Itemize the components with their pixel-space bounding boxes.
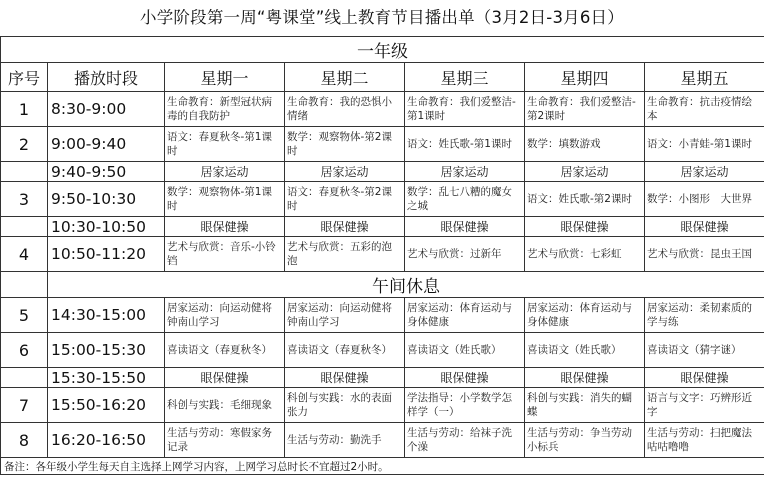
- activity-cell: 居家运动: [405, 162, 525, 182]
- row-index: 6: [1, 333, 48, 368]
- row-index: 7: [1, 388, 48, 423]
- row-index: 5: [1, 298, 48, 333]
- row-time: 10:50-11:20: [48, 237, 165, 272]
- lesson-cell: 科创与实践：消失的蝴蝶: [525, 388, 645, 423]
- lesson-cell: 生活与劳动：给袜子洗个澡: [405, 423, 525, 458]
- lesson-cell: 艺术与欣赏：五彩的泡泡: [285, 237, 405, 272]
- activity-cell: 居家运动: [525, 162, 645, 182]
- header-index: 序号: [1, 63, 48, 92]
- row-time: 14:30-15:00: [48, 298, 165, 333]
- row-time: 9:50-10:30: [48, 182, 165, 217]
- lesson-cell: 数学：填数游戏: [525, 127, 645, 162]
- lesson-cell: 喜读语文（姓氏歌）: [525, 333, 645, 368]
- lesson-cell: 数学：观察物体-第2课时: [285, 127, 405, 162]
- activity-cell: 眼保健操: [525, 368, 645, 388]
- lesson-row: [1, 333, 764, 368]
- grade-label: 一年级: [1, 37, 764, 63]
- row-time: 15:00-15:30: [48, 333, 165, 368]
- lesson-cell: 生命教育：我的恐惧小情绪: [285, 92, 405, 127]
- lesson-cell: 语文：春夏秋冬-第2课时: [285, 182, 405, 217]
- lesson-cell: 语文：春夏秋冬-第1课时: [165, 127, 285, 162]
- page-title: 小学阶段第一周“粤课堂”线上教育节目播出单（3月2日-3月6日）: [140, 8, 624, 27]
- row-time: 9:00-9:40: [48, 127, 165, 162]
- lesson-cell: 居家运动：向运动健将钟南山学习: [165, 298, 285, 333]
- lesson-cell: 生活与劳动：扫把魔法咕咕噜噜: [645, 423, 764, 458]
- row-index: 1: [1, 92, 48, 127]
- header-time: 播放时段: [48, 63, 165, 92]
- header-day-1: 星期一: [165, 63, 285, 92]
- header-day-5: 星期五: [645, 63, 764, 92]
- lesson-cell: 学法指导：小学数学怎样学（一）: [405, 388, 525, 423]
- lesson-cell: 语文：小青蛙-第1课时: [645, 127, 764, 162]
- header-day-4: 星期四: [525, 63, 645, 92]
- lesson-row: [1, 182, 764, 217]
- lesson-row: [1, 237, 764, 272]
- header-row: [1, 63, 764, 92]
- activity-cell: 眼保健操: [285, 368, 405, 388]
- lesson-cell: 生活与劳动：寒假家务记录: [165, 423, 285, 458]
- activity-cell: 眼保健操: [525, 217, 645, 237]
- row-time: 8:30-9:00: [48, 92, 165, 127]
- activity-cell: 居家运动: [645, 162, 764, 182]
- lesson-cell: 居家运动：体育运动与身体健康: [525, 298, 645, 333]
- row-index-empty: [1, 217, 48, 237]
- row-time: 15:50-16:20: [48, 388, 165, 423]
- activity-cell: 眼保健操: [165, 217, 285, 237]
- header-day-2: 星期二: [285, 63, 405, 92]
- activity-cell: 居家运动: [165, 162, 285, 182]
- lesson-cell: 居家运动：体育运动与身体健康: [405, 298, 525, 333]
- row-index: 3: [1, 182, 48, 217]
- activity-row: [1, 217, 764, 237]
- lesson-cell: 科创与实践：水的表面张力: [285, 388, 405, 423]
- activity-row: [1, 162, 764, 182]
- break-row: [1, 272, 764, 298]
- row-time: 9:40-9:50: [48, 162, 165, 182]
- activity-cell: 眼保健操: [165, 368, 285, 388]
- lesson-cell: 喜读语文（春夏秋冬）: [285, 333, 405, 368]
- lesson-cell: 生命教育：新型冠状病毒的自我防护: [165, 92, 285, 127]
- lesson-row: [1, 127, 764, 162]
- lesson-row: [1, 388, 764, 423]
- lesson-cell: 生命教育：我们爱整洁-第2课时: [525, 92, 645, 127]
- lesson-cell: 喜读语文（春夏秋冬）: [165, 333, 285, 368]
- row-index: 2: [1, 127, 48, 162]
- row-time: 16:20-16:50: [48, 423, 165, 458]
- lesson-cell: 艺术与欣赏：昆虫王国: [645, 237, 764, 272]
- activity-cell: 眼保健操: [405, 368, 525, 388]
- lesson-cell: 艺术与欣赏：七彩虹: [525, 237, 645, 272]
- lesson-row: [1, 423, 764, 458]
- lesson-cell: 语文：姓氏歌-第2课时: [525, 182, 645, 217]
- activity-cell: 居家运动: [285, 162, 405, 182]
- row-index: 8: [1, 423, 48, 458]
- lesson-cell: 居家运动：柔韧素质的学与练: [645, 298, 764, 333]
- lesson-cell: 艺术与欣赏：过新年: [405, 237, 525, 272]
- lesson-cell: 语文：姓氏歌-第1课时: [405, 127, 525, 162]
- row-index-empty: [1, 368, 48, 388]
- lesson-cell: 喜读语文（猜字谜）: [645, 333, 764, 368]
- activity-cell: 眼保健操: [405, 217, 525, 237]
- lesson-cell: 数学：小图形 大世界: [645, 182, 764, 217]
- lesson-cell: 语言与文字：巧辨形近字: [645, 388, 764, 423]
- lesson-cell: 数学：乱七八糟的魔女之城: [405, 182, 525, 217]
- lesson-cell: 居家运动：向运动健将钟南山学习: [285, 298, 405, 333]
- activity-cell: 眼保健操: [645, 368, 764, 388]
- activity-cell: 眼保健操: [645, 217, 764, 237]
- lunch-break-label: 午间休息: [48, 272, 764, 298]
- note-row: [1, 458, 764, 475]
- lesson-cell: 生命教育：我们爱整洁-第1课时: [405, 92, 525, 127]
- lesson-cell: 数学：观察物体-第1课时: [165, 182, 285, 217]
- row-time: 15:30-15:50: [48, 368, 165, 388]
- activity-cell: 眼保健操: [285, 217, 405, 237]
- lesson-cell: 艺术与欣赏：音乐-小铃铛: [165, 237, 285, 272]
- row-index: 4: [1, 237, 48, 272]
- lesson-cell: 生活与劳动：勤洗手: [285, 423, 405, 458]
- lesson-cell: 生命教育：抗击疫情绘本: [645, 92, 764, 127]
- lesson-cell: 生活与劳动：争当劳动小标兵: [525, 423, 645, 458]
- lesson-row: [1, 92, 764, 127]
- footnote: 备注：各年级小学生每天自主选择上网学习内容，上网学习总时长不宜超过2小时。: [1, 458, 764, 475]
- activity-row: [1, 368, 764, 388]
- lesson-cell: 喜读语文（姓氏歌）: [405, 333, 525, 368]
- row-time: 10:30-10:50: [48, 217, 165, 237]
- schedule-table: [0, 36, 764, 475]
- row-index-empty: [1, 162, 48, 182]
- header-day-3: 星期三: [405, 63, 525, 92]
- break-index-empty: [1, 272, 48, 298]
- lesson-cell: 科创与实践：毛细现象: [165, 388, 285, 423]
- lesson-row: [1, 298, 764, 333]
